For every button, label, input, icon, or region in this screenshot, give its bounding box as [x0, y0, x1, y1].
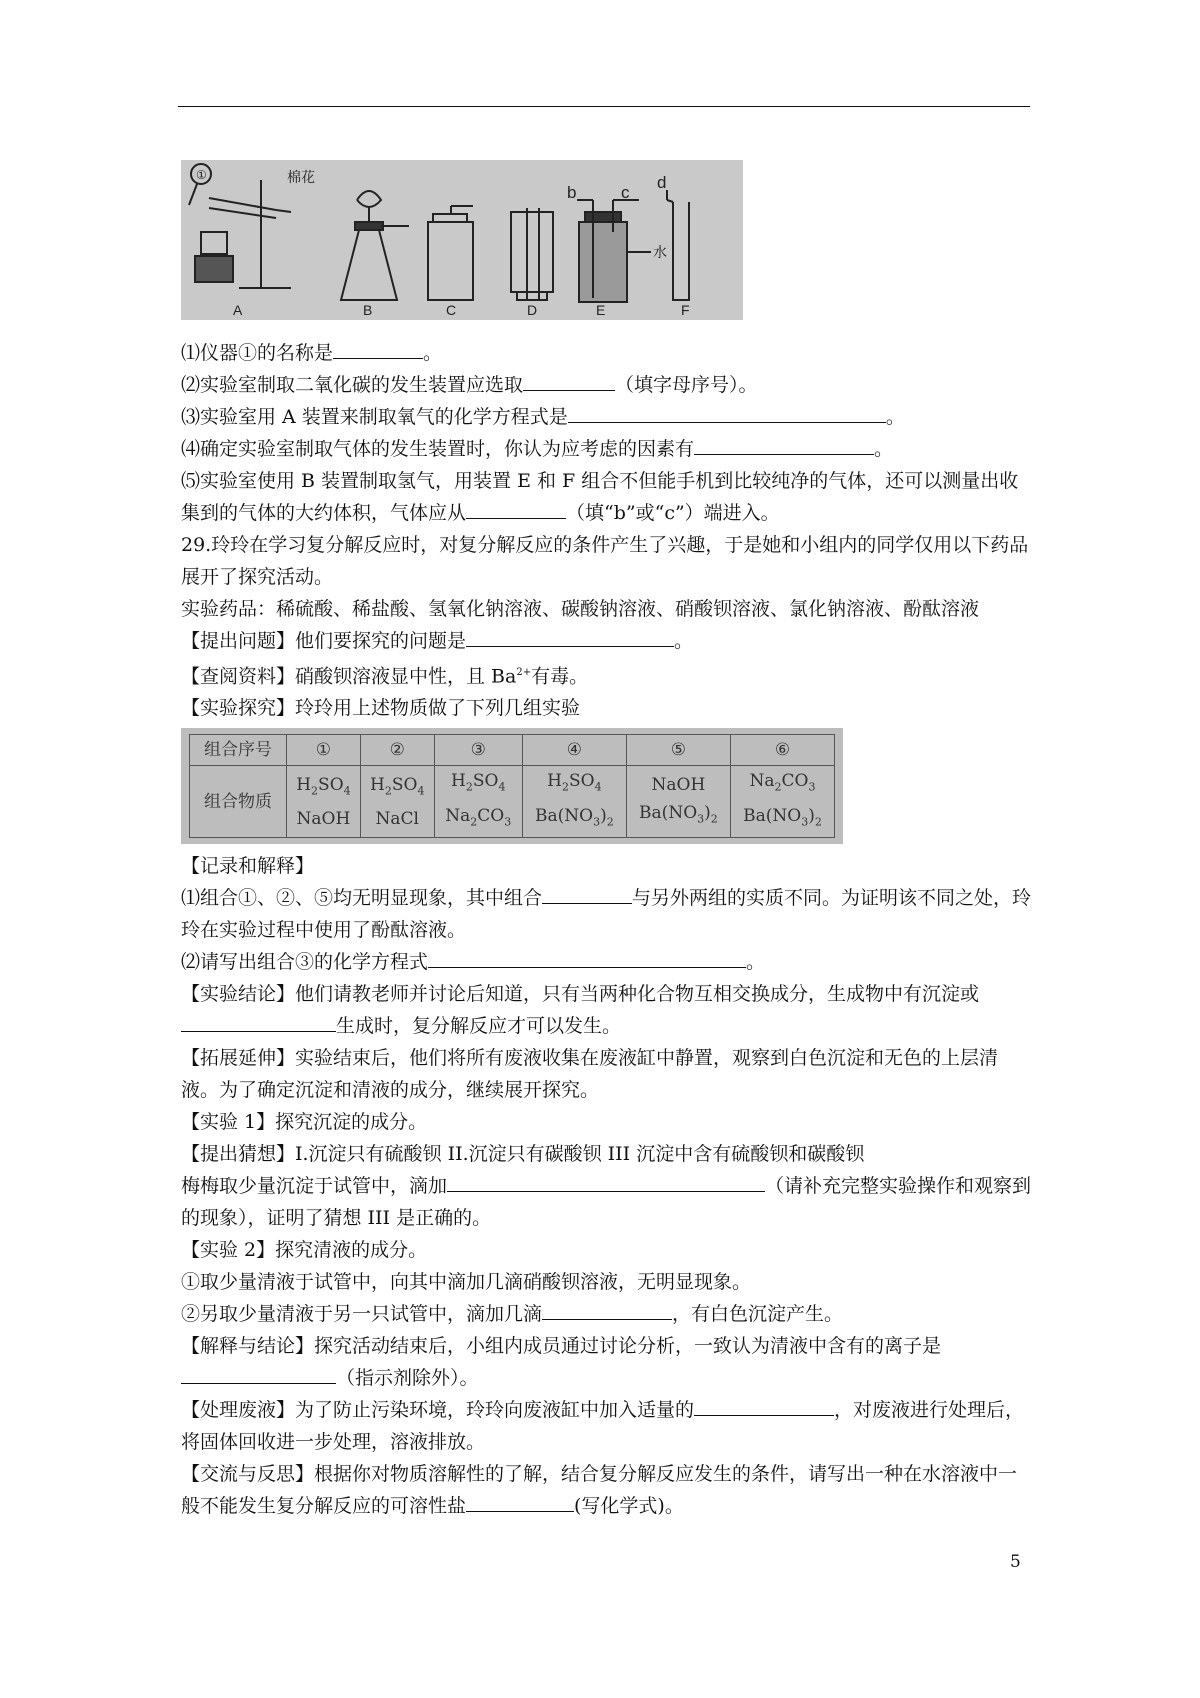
table-cell: ⑤: [626, 735, 730, 766]
answer-blank[interactable]: [447, 1171, 765, 1192]
answer-blank[interactable]: [694, 434, 874, 455]
q29-intro: 29.玲玲在学习复分解反应时，对复分解反应的条件产生了兴趣，于是她和小组内的同学仅用以下药品展开了探究活动。: [181, 534, 1029, 588]
answer-blank[interactable]: [694, 1395, 834, 1416]
q29-reagents: 实验药品：稀硫酸、稀盐酸、氢氧化钠溶液、碳酸钠溶液、硝酸钡溶液、氯化钠溶液、酚酞溶液: [181, 598, 980, 620]
extension: 【拓展延伸】实验结束后，他们将所有废液收集在废液缸中静置，观察到白色沉淀和无色的上层清液。为了确定沉淀和清液的成分，继续展开探究。: [181, 1047, 999, 1102]
q28-part3: ⑶实验室用 A 装置来制取氧气的化学方程式是 。: [181, 401, 1033, 433]
q29-question: 【提出问题】他们要探究的问题是 。: [181, 625, 1033, 657]
q28-part2: ⑵实验室制取二氧化碳的发生装置应选取 （填字母序号）。: [181, 369, 1033, 401]
label-A: A: [233, 302, 243, 318]
table-header: 组合序号: [190, 735, 287, 766]
table-cell: NaOH $Ba(NO_3)_2$: [626, 766, 730, 838]
label-F: F: [681, 302, 690, 318]
hypothesis: 【提出猜想】I.沉淀只有硫酸钡 II.沉淀只有碳酸钡 III 沉淀中含有硫酸钡和碳酸钡: [181, 1143, 865, 1166]
answer-blank[interactable]: [523, 370, 615, 391]
answer-blank[interactable]: [568, 402, 886, 423]
record-r1: ⑴组合①、②、⑤均无明显现象，其中组合 与另外两组的实质不同。为证明该不同之处，玲玲在实验过程中使用了酚酞溶液。: [181, 882, 1033, 946]
record-r2: ⑵请写出组合③的化学方程式 。: [181, 946, 1033, 978]
page-number: 5: [1010, 1552, 1021, 1572]
waste-treatment: 【处理废液】为了防止污染环境，玲玲向废液缸中加入适量的 ，对废液进行处理后，将固体回收进一步处理，溶液排放。: [181, 1394, 1033, 1458]
label-E: E: [596, 302, 606, 318]
answer-blank[interactable]: [181, 1363, 336, 1384]
question-content: [181, 337, 1033, 1522]
table-cell: ③: [434, 735, 522, 766]
reflection: 【交流与反思】根据你对物质溶解性的了解，结合复分解反应发生的条件，请写出一种在水溶液中一般不能发生复分解反应的可溶性盐 (写化学式)。: [181, 1463, 1018, 1518]
explanation: 【解释与结论】探究活动结束后，小组内成员通过讨论分析，一致认为清液中含有的离子是（指示剂除外）。: [181, 1335, 942, 1390]
meimei-test: 梅梅取少量沉淀于试管中，滴加 （请补充完整实验操作和观察到的现象），证明了猜想 III 是正确的。: [181, 1170, 1033, 1234]
q28-part5: ⑸实验室使用 B 装置制取氢气，用装置 E 和 F 组合不但能手机到比较纯净的气体，还可以测量出收集到的气体的大约体积，气体应从 （填“b”或“c”）端进入。: [181, 470, 1019, 524]
q28-part4: ⑷确定实验室制取气体的发生装置时，你认为应考虑的因素有 。: [181, 433, 1033, 465]
record-title: 【记录和解释】: [181, 855, 315, 878]
table-cell: $H_2SO_4$ $Na_2CO_3$: [434, 766, 522, 838]
apparatus-drawing: [181, 160, 743, 320]
table-row: [190, 766, 835, 838]
experiment-2-step1: ①取少量清液于试管中，向其中滴加几滴硝酸钡溶液，无明显现象。: [181, 1271, 752, 1294]
table-cell: ④: [522, 735, 626, 766]
answer-blank[interactable]: [181, 1011, 336, 1032]
q29-info: 【查阅资料】硝酸钡溶液显中性，且 $Ba^{2+}$有毒。: [181, 665, 589, 688]
label-B: B: [363, 302, 373, 318]
table-cell: ②: [360, 735, 434, 766]
conclusion: 【实验结论】他们请教老师并讨论后知道，只有当两种化合物互相交换成分，生成物中有沉淀或生成时，复分解反应才可以发生。: [181, 983, 980, 1038]
table-cell: ①: [287, 735, 361, 766]
label-water: 水: [653, 244, 667, 260]
q29-explore: 【实验探究】玲玲用上述物质做了下列几组实验: [181, 697, 581, 720]
answer-blank[interactable]: [466, 498, 566, 519]
table-header: 组合物质: [190, 766, 287, 838]
table-cell: $H_2SO_4$ NaOH: [287, 766, 361, 838]
label-C: C: [446, 302, 457, 318]
experiment-1: 【实验 1】探究沉淀的成分。: [181, 1111, 428, 1134]
answer-blank[interactable]: [428, 947, 746, 968]
table-cell: $H_2SO_4$ NaCl: [360, 766, 434, 838]
answer-blank[interactable]: [333, 338, 423, 359]
experiment-2: 【实验 2】探究清液的成分。: [181, 1239, 428, 1262]
table-row: [190, 735, 835, 766]
table-cell: $Na_2CO_3$ $Ba(NO_3)_2$: [730, 766, 834, 838]
answer-blank[interactable]: [466, 626, 674, 647]
answer-blank[interactable]: [542, 1299, 672, 1320]
label-D: D: [527, 302, 538, 318]
answer-blank[interactable]: [466, 1491, 574, 1512]
label-circle1: ①: [196, 168, 207, 182]
experiment-2-step2: ②另取少量清液于另一只试管中，滴加几滴 ，有白色沉淀产生。: [181, 1298, 1033, 1330]
combination-table: [189, 734, 835, 838]
label-d: d: [657, 173, 667, 192]
header-rule: [178, 106, 1030, 107]
q28-part1: ⑴仪器①的名称是 。: [181, 337, 1033, 369]
combination-table-image: [181, 728, 843, 844]
label-cotton: 棉花: [287, 169, 315, 185]
table-cell: ⑥: [730, 735, 834, 766]
label-c: c: [621, 183, 630, 202]
answer-blank[interactable]: [542, 883, 632, 904]
label-b: b: [567, 183, 577, 202]
table-cell: $H_2SO_4$ $Ba(NO_3)_2$: [522, 766, 626, 838]
apparatus-figure: [181, 160, 743, 320]
